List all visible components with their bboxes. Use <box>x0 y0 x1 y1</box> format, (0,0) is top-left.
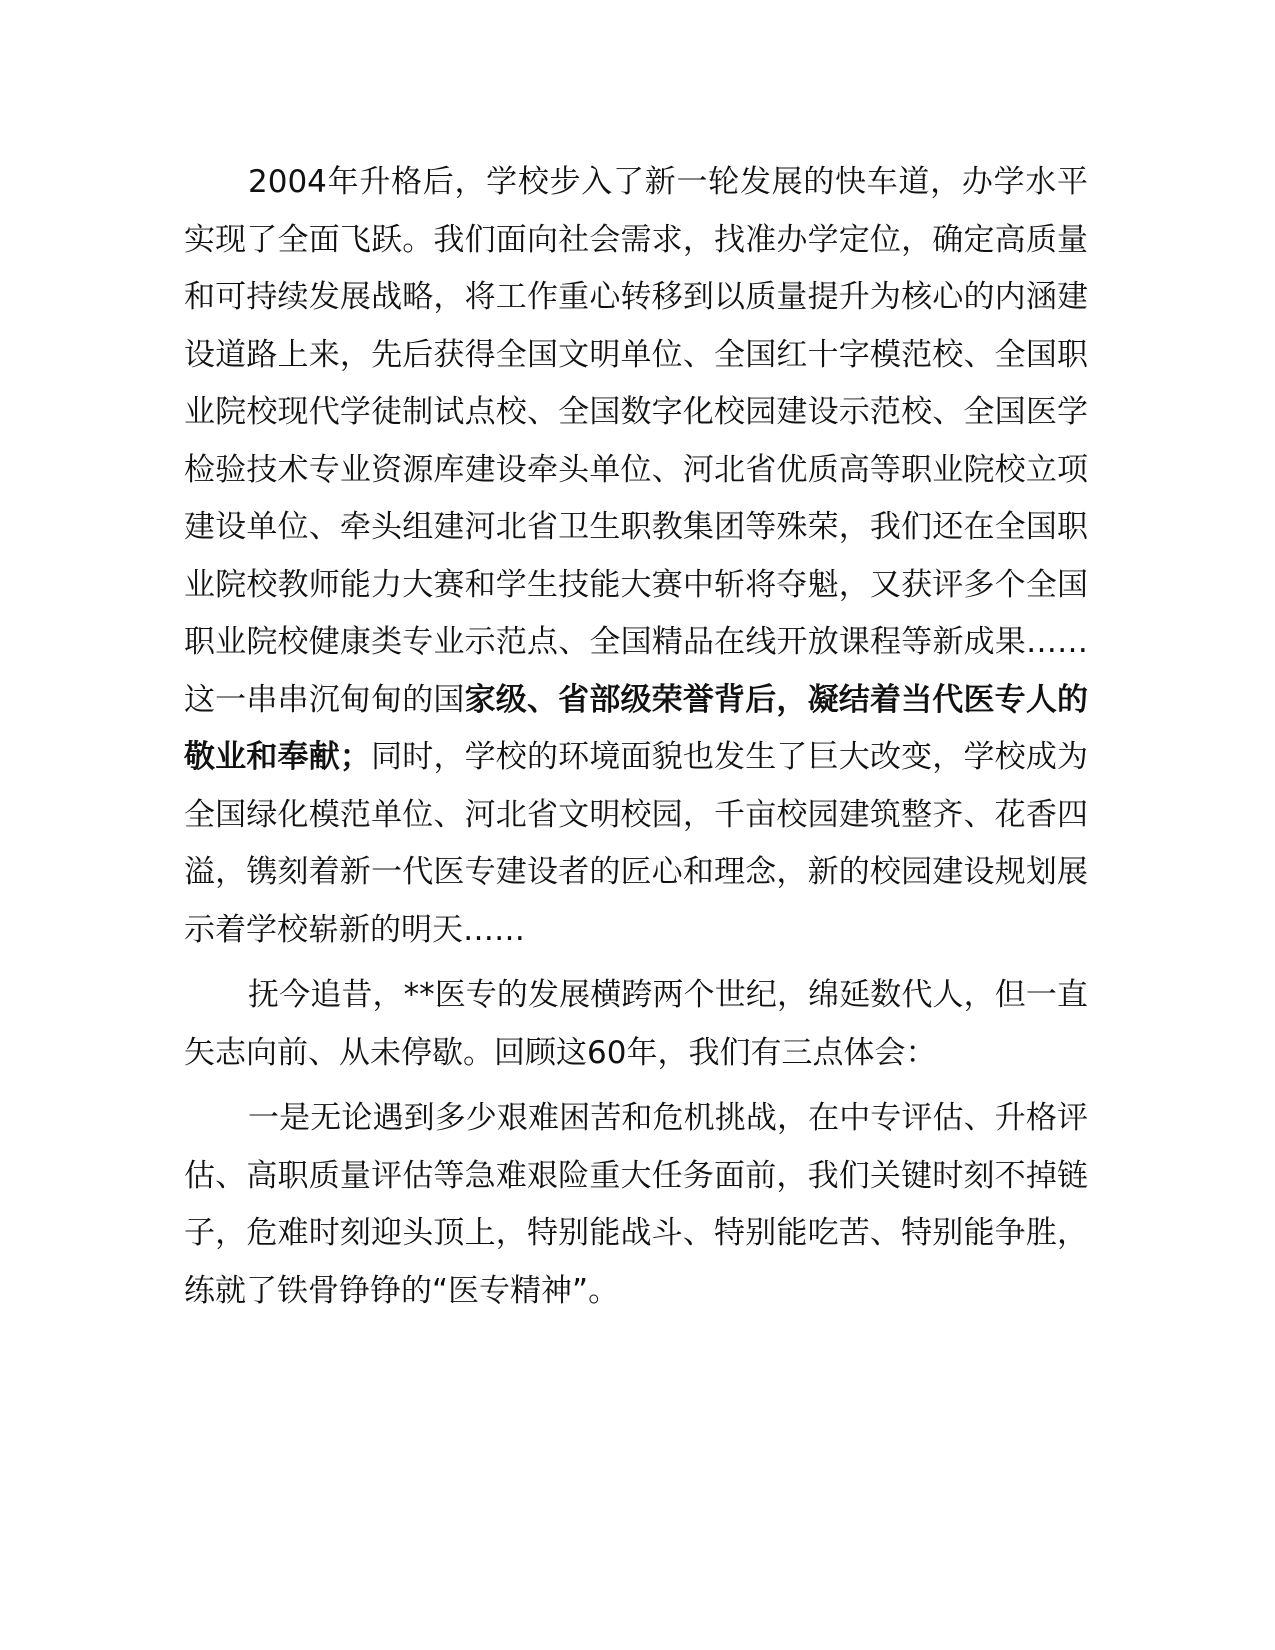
paragraph-text: 同时，学校的环境面貌也发生了巨大改变，学校成为全国绿化模范单位、河北省文明校园，千亩校园建筑整齐、花香四溢，镌刻着新一代医专建设者的匠心和理念，新的校园建设规划展示着学校崭新的明天…… <box>184 739 1089 948</box>
paragraph-text: 2004年升格后，学校步入了新一轮发展的快车道，办学水平实现了全面飞跃。我们面向社会需求，找准办学定位，确定高质量和可持续发展战略，将工作重心转移到以质量提升为核心的内涵建设道路上来，先后获得全国文明单位、全国红十字模范校、全国职业院校现代学徒制试点校、全国数字化校园建设示范校、全国医学检验技术专业资源库建设牵头单位、河北省优质高等职业院校立项建设单位、牵头组建河北省卫生职教集团等殊荣，我们还在全国职业院校教师能力大赛和学生技能大赛中斩将夺魁，又获评多个全国职业院校健康类专业示范点、全国精品在线开放课程等新成果……这一串串沉甸甸的国 <box>184 164 1088 718</box>
paragraph-point-one <box>184 1090 1088 1320</box>
paragraph-development <box>184 154 1088 959</box>
document-body <box>184 154 1088 1328</box>
paragraph-text: 抚今追昔，**医专的发展横跨两个世纪，绵延数代人，但一直矢志向前、从未停歇。回顾这60年，我们有三点体会： <box>184 977 1088 1071</box>
paragraph-text: 一是无论遇到多少艰难困苦和危机挑战，在中专评估、升格评估、高职质量评估等急难艰险重大任务面前，我们关键时刻不掉链子，危难时刻迎头顶上，特别能战斗、特别能吃苦、特别能争胜，练就了铁骨铮铮的“医专精神”。 <box>184 1100 1088 1309</box>
paragraph-text-bold: 家级、省部级荣誉背后，凝结着当代医专人的敬业和奉献； <box>184 681 1089 775</box>
paragraph-retrospect <box>184 967 1088 1082</box>
